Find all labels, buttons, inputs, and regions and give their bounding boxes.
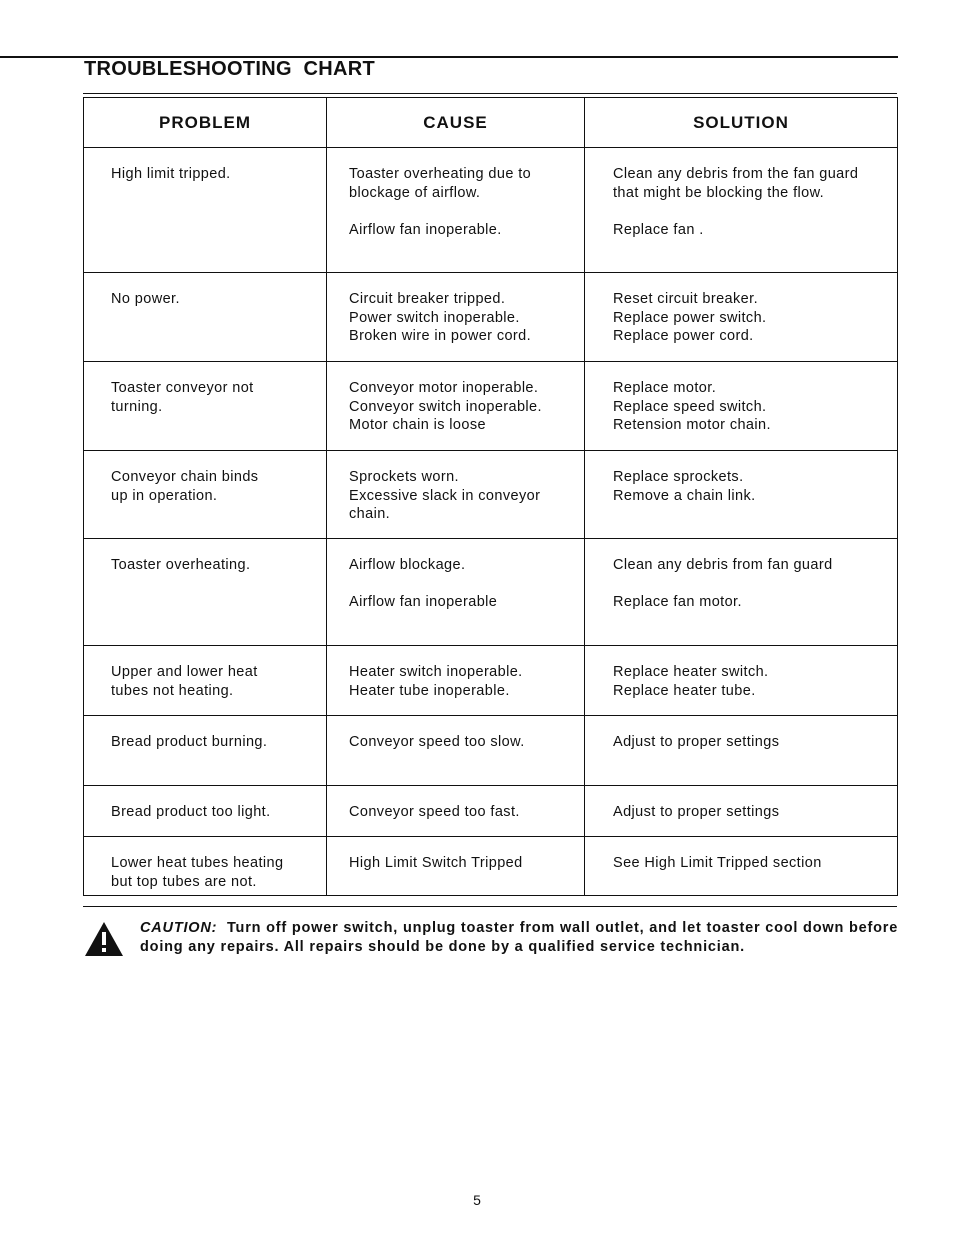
cause-cell	[327, 646, 585, 716]
solution-cell	[585, 362, 898, 451]
troubleshooting-table-frame	[83, 93, 897, 896]
cause-text: Broken wire in power cord.	[349, 328, 532, 345]
caution-label: CAUTION:	[140, 920, 218, 936]
problem-cell	[84, 273, 327, 362]
line-spacer	[613, 575, 897, 594]
solution-text: Replace heater switch.	[613, 664, 769, 680]
warning-triangle-icon	[84, 921, 124, 957]
line-spacer	[349, 575, 584, 594]
line-spacer	[613, 202, 897, 221]
solution-cell	[585, 273, 898, 362]
problem-text: High limit tripped.	[111, 166, 231, 182]
table-body	[84, 148, 898, 896]
cause-text: Sprockets worn.	[349, 469, 459, 485]
solution-text: Replace sprockets.	[613, 469, 744, 485]
table-row	[84, 837, 898, 896]
solution-text: Replace fan .	[613, 221, 704, 238]
cause-cell	[327, 716, 585, 786]
problem-cell	[84, 451, 327, 539]
table-row	[84, 716, 898, 786]
cause-text: Conveyor motor inoperable.	[349, 380, 539, 396]
solution-cell	[585, 716, 898, 786]
problem-cell	[84, 148, 327, 273]
cause-text: Airflow fan inoperable	[349, 594, 498, 611]
problem-text: No power.	[111, 291, 180, 307]
problem-cell	[84, 539, 327, 646]
problem-cell	[84, 837, 327, 896]
solution-text: that might be blocking the flow.	[613, 184, 825, 201]
table-header-row	[84, 98, 898, 148]
caution-body: Turn off power switch, unplug toaster from wall outlet, and let toaster cool down before doing any repairs. All repairs should be done by a qualified service technician.	[140, 920, 899, 955]
table-bottom-rule	[83, 906, 897, 907]
problem-cell	[84, 786, 327, 837]
table-row	[84, 273, 898, 362]
cause-text: Airflow blockage.	[349, 557, 466, 573]
table-row	[84, 148, 898, 273]
cause-text: Heater tube inoperable.	[349, 682, 510, 699]
solution-text: Replace power switch.	[613, 309, 767, 326]
cause-cell	[327, 539, 585, 646]
table-row	[84, 539, 898, 646]
solution-text: Adjust to proper settings	[613, 734, 780, 750]
solution-text: Replace motor.	[613, 380, 717, 396]
problem-cell	[84, 716, 327, 786]
solution-text: Replace heater tube.	[613, 682, 756, 699]
solution-text: Replace fan motor.	[613, 594, 742, 611]
solution-text: Adjust to proper settings	[613, 804, 780, 820]
solution-text: Clean any debris from fan guard	[613, 557, 833, 573]
problem-cell	[84, 646, 327, 716]
table-row	[84, 451, 898, 539]
solution-cell	[585, 539, 898, 646]
problem-text: Toaster overheating.	[111, 557, 251, 573]
problem-text: Upper and lower heat	[111, 664, 258, 680]
solution-cell	[585, 451, 898, 539]
problem-text: Conveyor chain binds	[111, 469, 259, 485]
problem-text: Lower heat tubes heating	[111, 855, 284, 871]
header-cause: CAUSE	[327, 98, 585, 148]
cause-text: Conveyor speed too fast.	[349, 804, 520, 820]
solution-text: Clean any debris from the fan guard	[613, 166, 859, 182]
cause-text: Conveyor speed too slow.	[349, 734, 525, 750]
solution-text: See High Limit Tripped section	[613, 855, 822, 871]
header-problem: PROBLEM	[84, 98, 327, 148]
problem-cell	[84, 362, 327, 451]
cause-cell	[327, 786, 585, 837]
solution-cell	[585, 646, 898, 716]
problem-text: Toaster conveyor not	[111, 380, 254, 396]
solution-text: Replace power cord.	[613, 328, 754, 345]
line-spacer	[349, 202, 584, 221]
header-solution: SOLUTION	[585, 98, 898, 148]
cause-text: Power switch inoperable.	[349, 309, 520, 326]
troubleshooting-table	[83, 97, 898, 896]
solution-cell	[585, 148, 898, 273]
solution-text: Replace speed switch.	[613, 398, 767, 415]
cause-text: Motor chain is loose	[349, 417, 486, 434]
cause-text: Circuit breaker tripped.	[349, 291, 506, 307]
page-number: 5	[473, 1192, 481, 1208]
page-title: TROUBLESHOOTING CHART	[84, 58, 376, 80]
problem-text: tubes not heating.	[111, 682, 234, 699]
cause-cell	[327, 451, 585, 539]
solution-text: Retension motor chain.	[613, 417, 771, 434]
table-row	[84, 786, 898, 837]
caution-text	[140, 919, 900, 957]
problem-text: Bread product burning.	[111, 734, 268, 750]
cause-cell	[327, 362, 585, 451]
cause-text: Conveyor switch inoperable.	[349, 398, 542, 415]
cause-text: Heater switch inoperable.	[349, 664, 523, 680]
solution-text: Remove a chain link.	[613, 487, 756, 504]
solution-cell	[585, 786, 898, 837]
cause-text: Excessive slack in conveyor	[349, 487, 541, 504]
cause-text: High Limit Switch Tripped	[349, 855, 523, 871]
cause-text: Toaster overheating due to	[349, 166, 532, 182]
cause-cell	[327, 837, 585, 896]
table-row	[84, 362, 898, 451]
problem-text: Bread product too light.	[111, 804, 271, 820]
problem-text: but top tubes are not.	[111, 873, 257, 890]
cause-text: chain.	[349, 506, 391, 523]
cause-cell	[327, 273, 585, 362]
solution-text: Reset circuit breaker.	[613, 291, 758, 307]
problem-text: up in operation.	[111, 487, 218, 504]
problem-text: turning.	[111, 398, 163, 415]
cause-text: blockage of airflow.	[349, 184, 481, 201]
cause-text: Airflow fan inoperable.	[349, 221, 502, 238]
solution-cell	[585, 837, 898, 896]
table-row	[84, 646, 898, 716]
cause-cell	[327, 148, 585, 273]
